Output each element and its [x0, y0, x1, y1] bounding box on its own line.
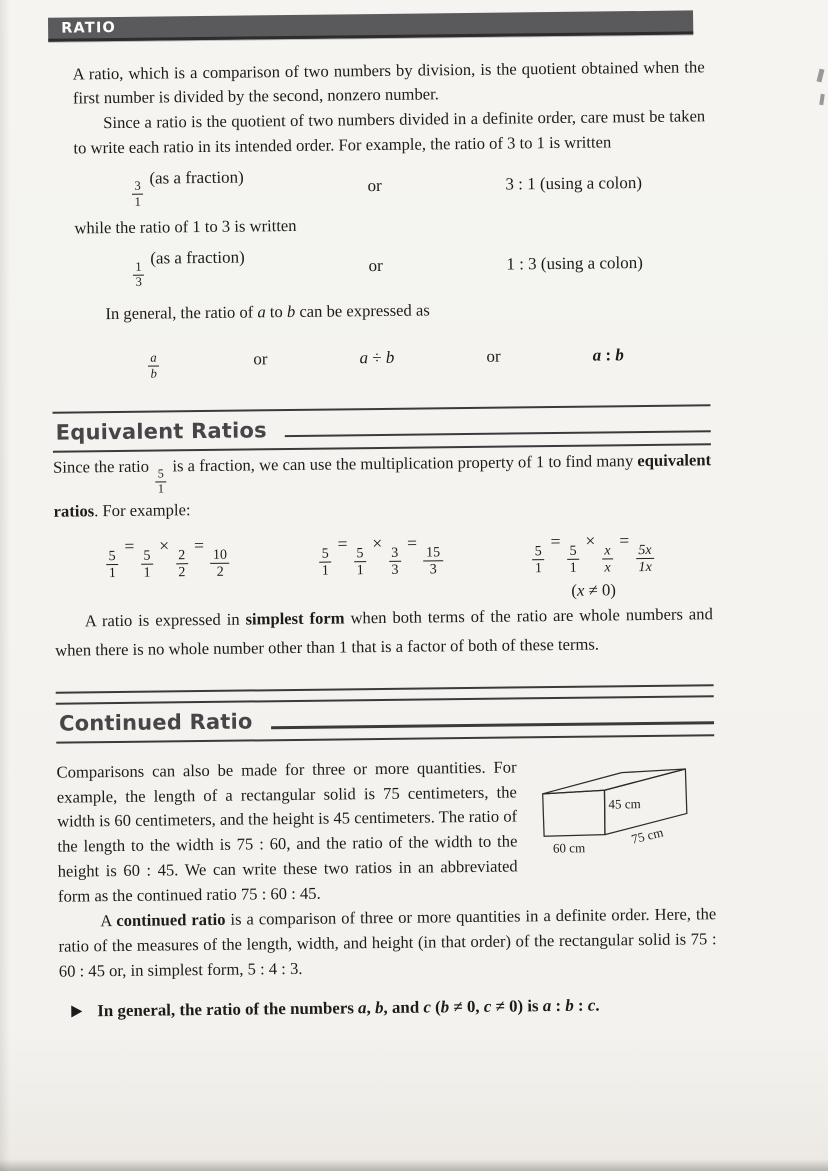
- equation-times-x-x: [530, 530, 656, 576]
- paragraph-ratio-order: Since a ratio is the quotient of two numbers divided in a definite order, care must be taken to write each ratio in its intended order. For example, the ratio of 3 to 1 is written: [73, 106, 706, 158]
- paragraph-simplest-form: [55, 599, 714, 665]
- text-run: A ratio is expressed in: [84, 609, 246, 630]
- text-run: Comparisons can also be made for three or more quantities. For example, the length of a rectangular solid is 75 centimeters, the width is 60 centimeters, and the height is 45 centimeters. The ratio of the length to the width is 75 : 60, and the ratio of the width to the height is 60 : 45. We can write these two ratios in an abbreviated form as the continued ratio 75 : 60 : 45.: [56, 757, 518, 906]
- text-run: a: [359, 347, 369, 368]
- text-run: is a fraction, we can use the multiplication property of 1 to find many: [168, 450, 638, 476]
- text-run: =: [402, 533, 422, 554]
- text-run: ≠ 0): [584, 579, 617, 600]
- box-figure: [530, 753, 715, 869]
- page-content: [48, 10, 717, 1021]
- text-run: continued ratio: [116, 910, 226, 931]
- box-top-face: [542, 769, 685, 794]
- text-run: (as a fraction): [145, 167, 244, 188]
- text-run: (: [430, 996, 441, 1016]
- text-run: In general, the ratio of the numbers: [97, 997, 359, 1020]
- text-run: (: [571, 580, 577, 600]
- equation-times-2-2: [104, 535, 232, 581]
- text-run: =: [119, 536, 139, 557]
- text-run: to: [265, 302, 288, 322]
- text-run: ,: [366, 997, 376, 1017]
- colon-form-1-3: 1 : 3 (using a colon): [506, 253, 643, 274]
- scan-edge-mark: [817, 69, 825, 83]
- fraction: $\frac{x}{x}$: [602, 543, 614, 575]
- display-row-1-to-3: [75, 243, 707, 290]
- fraction: $\frac{3}{1}$: [132, 180, 144, 209]
- or-text: or: [486, 346, 501, 366]
- text-run: ≠ 0,: [449, 996, 484, 1016]
- text-run: Since the ratio: [53, 456, 154, 477]
- or-text: or: [368, 256, 383, 276]
- paragraph-while-ratio: while the ratio of 1 to 3 is written: [74, 215, 297, 238]
- text-run: c: [423, 996, 431, 1017]
- continued-ratio-section: [56, 695, 718, 1021]
- ratio-intro-section: [73, 55, 709, 381]
- equivalent-ratios-section: [52, 404, 713, 665]
- text-run: equivalent ratios: [53, 450, 712, 521]
- text-run: :: [601, 345, 616, 365]
- text-run: :: [551, 995, 566, 1015]
- text-run: In general, the ratio of: [105, 302, 258, 324]
- fraction: $\frac{5}{1}$: [319, 546, 331, 578]
- equation-times-3-3: [317, 533, 445, 579]
- equation-times-x-x-group: [530, 530, 657, 601]
- text-run: is a comparison of three or more quantities in a definite order. Here, the ratio of the measures of the length, width, and height (in that order) of the rectangular solid is 75 : 60 : 45 or, in simplest form, 5 : 4 : 3.: [58, 904, 717, 982]
- section-end-rule: [56, 684, 714, 693]
- box-height-label: 45 cm: [608, 796, 641, 812]
- paragraph-continued-ratio-definition: [58, 902, 717, 985]
- text-run: c: [483, 996, 492, 1016]
- heading-rule: [285, 431, 711, 438]
- text-run: c: [587, 995, 596, 1015]
- text-run: b: [374, 997, 384, 1017]
- text-run: b: [286, 302, 296, 322]
- fraction: $\frac{2}{2}$: [176, 548, 188, 580]
- fraction: $\frac{10}{2}$: [210, 548, 229, 580]
- text-run: a: [257, 302, 266, 322]
- text-run: b: [385, 347, 395, 367]
- text-run: .: [595, 995, 600, 1015]
- text-run: , and: [383, 997, 424, 1017]
- fraction: $\frac{5}{1}$: [354, 546, 366, 578]
- heading-rule: [271, 722, 714, 729]
- box-length-label: 75 cm: [629, 824, 665, 847]
- fraction-a-over-b: [146, 340, 162, 380]
- fraction: $\frac{5x}{1x}$: [636, 543, 655, 575]
- text-run: =: [546, 531, 566, 552]
- fraction: $\frac{5}{1}$: [155, 468, 166, 496]
- fraction: $\frac{1}{3}$: [133, 260, 145, 289]
- text-run: b: [440, 996, 450, 1016]
- section-heading-equivalent-ratios: Equivalent Ratios: [55, 418, 267, 445]
- text-run: when both terms of the ratio are whole numbers and when there is no whole number other than 1 that is a factor of both of these terms.: [55, 603, 713, 660]
- or-text: or: [367, 175, 382, 196]
- text-run: =: [614, 530, 634, 551]
- text-run: ×: [580, 530, 600, 552]
- box-front-face: [543, 790, 605, 836]
- display-row-3-to-1: [74, 162, 706, 209]
- text-run: b: [615, 345, 624, 365]
- banner-title: RATIO: [61, 19, 117, 37]
- paragraph-equivalent-intro: [53, 445, 712, 526]
- text-run: ÷: [367, 347, 386, 367]
- section-banner: [48, 10, 693, 41]
- section-heading-bar: [56, 695, 714, 743]
- colon-form-a-b: [593, 345, 624, 365]
- colon-form-3-1: 3 : 1 (using a colon): [505, 172, 643, 194]
- rectangular-solid-diagram: [530, 753, 716, 903]
- scan-edge-mark: [819, 94, 824, 105]
- division-form-a-b: [359, 348, 394, 368]
- fraction: $\frac{a}{b}$: [148, 352, 160, 381]
- text-run: a: [542, 995, 552, 1015]
- text-run: ≠ 0) is: [491, 995, 543, 1016]
- paragraph-ratio-definition: A ratio, which is a comparison of two numbers by division, is the quotient obtained when the first number is divided by the second, nonzero number.: [72, 57, 705, 108]
- fraction: $\frac{5}{1}$: [141, 548, 153, 580]
- text-run: (as a fraction): [145, 247, 245, 268]
- text-run: a: [358, 997, 367, 1017]
- two-column-block: [56, 753, 716, 909]
- paragraph-continued-example: [56, 756, 518, 910]
- text-run: :: [573, 995, 588, 1015]
- fraction: $\frac{5}{1}$: [532, 544, 544, 576]
- key-point-bullet: [59, 994, 717, 1021]
- text-run: A: [100, 911, 117, 931]
- box-width-label: 60 cm: [552, 840, 586, 856]
- triangle-bullet-icon: [71, 1005, 82, 1017]
- or-text: or: [253, 349, 268, 369]
- key-point-text: [97, 995, 600, 1021]
- text-run: b: [565, 995, 574, 1015]
- fraction-form-3-1: [130, 167, 244, 208]
- text-run: x: [576, 580, 585, 600]
- paragraph-in-general: [75, 296, 707, 327]
- fraction: $\frac{5}{1}$: [567, 544, 579, 576]
- text-run: simplest form: [245, 608, 345, 629]
- fraction: $\frac{15}{3}$: [423, 545, 442, 577]
- text-run: =: [189, 535, 209, 556]
- text-run: =: [333, 533, 352, 555]
- fraction: $\frac{3}{3}$: [389, 546, 401, 578]
- section-heading-continued-ratio: Continued Ratio: [58, 709, 253, 736]
- equation-row: [54, 530, 713, 607]
- fraction-form-1-3: [131, 248, 245, 289]
- fraction: $\frac{5}{1}$: [106, 549, 118, 581]
- display-row-a-to-b: [76, 334, 708, 381]
- text-run: . For example:: [94, 500, 191, 521]
- text-run: a: [592, 345, 602, 365]
- text-run: ×: [367, 533, 387, 554]
- text-run: ×: [154, 535, 174, 557]
- equation-note-x-nonzero: [531, 580, 657, 601]
- text-run: can be expressed as: [295, 300, 430, 322]
